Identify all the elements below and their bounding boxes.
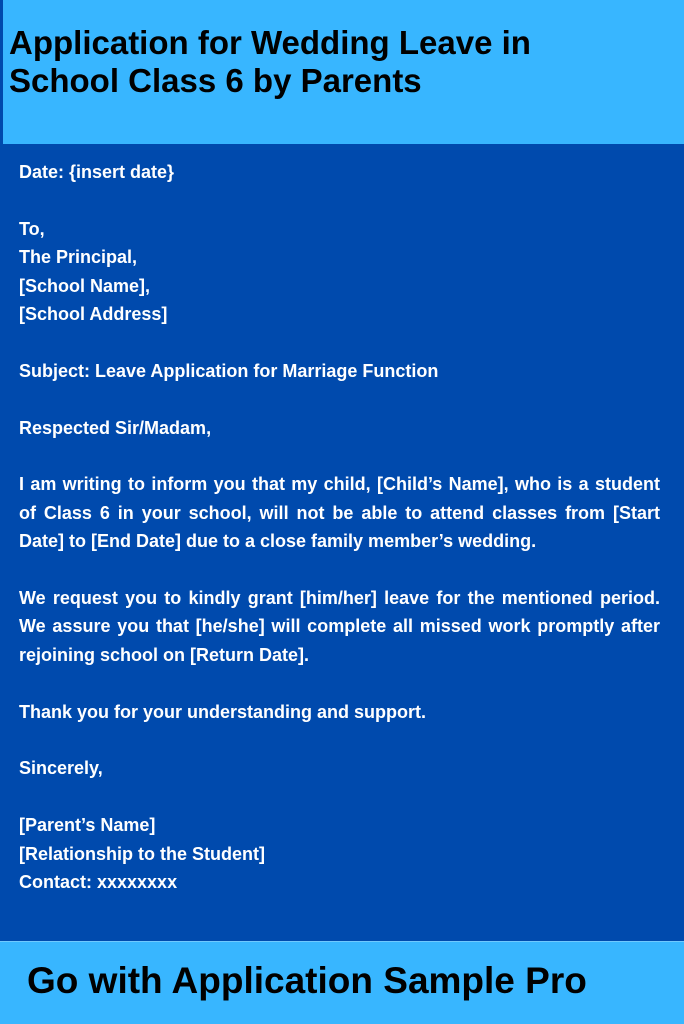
spacer — [19, 186, 660, 214]
letter-body — [0, 144, 684, 941]
spacer — [19, 442, 660, 470]
spacer — [19, 783, 660, 811]
letter-subject: Subject: Leave Application for Marriage Function — [19, 360, 439, 381]
letter-paragraph-1: I am writing to inform you that my child, [Child’s Name], who is a student of Class 6 in your school, will not be able to attend classes from [Start Date] to [End Date] due to a close family member’s wedding. — [19, 474, 660, 552]
footer-banner — [0, 941, 684, 1024]
page-title — [9, 24, 669, 100]
letter-date: Date: {insert date} — [19, 162, 175, 182]
letter-salutation: Respected Sir/Madam, — [19, 417, 212, 438]
letter-closing: Sincerely, — [19, 758, 103, 779]
letter-school-name: [School Name], — [19, 275, 151, 296]
letter-parent-name: [Parent’s Name] — [19, 815, 156, 836]
spacer — [19, 556, 660, 584]
page-title-line-1: Application for Wedding Leave in — [9, 24, 531, 61]
page-title-line-2: School Class 6 by Parents — [9, 62, 422, 99]
letter-recipient: The Principal, — [19, 247, 138, 268]
footer-tagline: Go with Application Sample Pro — [27, 960, 587, 1001]
header-banner — [0, 0, 684, 144]
letter-thanks: Thank you for your understanding and support. — [19, 701, 427, 722]
spacer — [19, 669, 660, 697]
letter-contact: Contact: xxxxxxxx — [19, 872, 178, 893]
letter-to: To, — [19, 218, 45, 239]
letter-relationship: [Relationship to the Student] — [19, 843, 265, 864]
spacer — [19, 726, 660, 754]
spacer — [19, 385, 660, 413]
letter-school-address: [School Address] — [19, 304, 168, 325]
spacer — [19, 328, 660, 356]
letter-paragraph-2: We request you to kindly grant [him/her] leave for the mentioned period. We assure you that [he/she] will complete all missed work promptly after rejoining school on [Return Date]. — [19, 588, 660, 665]
